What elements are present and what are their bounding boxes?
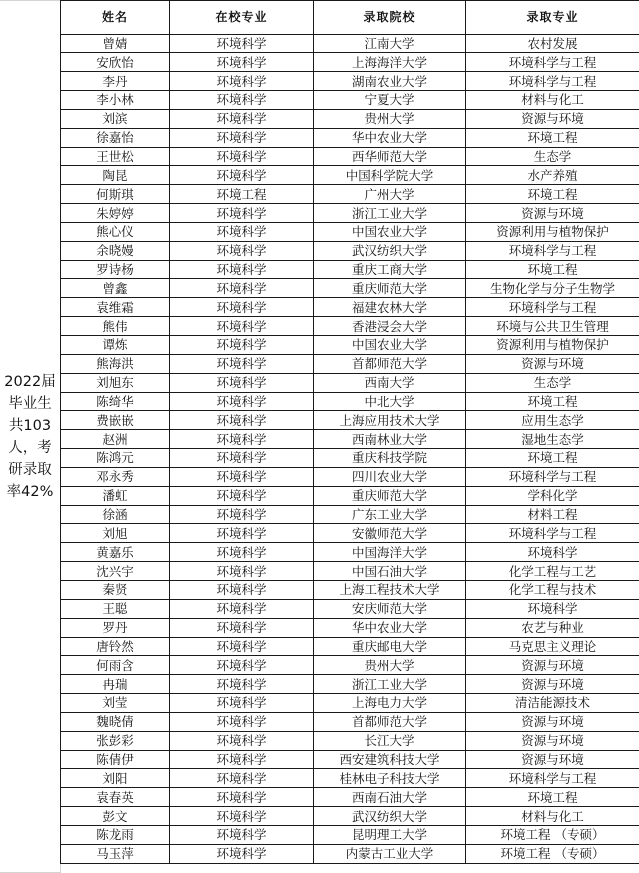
cell-admitted-school: 安徽师范大学 xyxy=(314,524,466,543)
cell-admitted-school: 首都师范大学 xyxy=(314,712,466,731)
cell-current-major: 环境科学 xyxy=(170,430,314,449)
table-row xyxy=(61,769,639,788)
cell-current-major: 环境科学 xyxy=(170,599,314,618)
table-row xyxy=(61,430,639,449)
cell-name: 罗诗杨 xyxy=(61,260,170,279)
cell-current-major: 环境科学 xyxy=(170,317,314,336)
cell-current-major: 环境科学 xyxy=(170,788,314,807)
cell-admitted-school: 宁夏大学 xyxy=(314,91,466,110)
cell-name: 谭炼 xyxy=(61,336,170,355)
cell-admitted-school: 上海工程技术大学 xyxy=(314,580,466,599)
cell-current-major: 环境科学 xyxy=(170,618,314,637)
admission-table xyxy=(60,0,639,864)
cell-admitted-school: 香港浸会大学 xyxy=(314,317,466,336)
cell-current-major: 环境科学 xyxy=(170,505,314,524)
cell-name: 刘滨 xyxy=(61,109,170,128)
cell-admitted-major: 环境工程 （专硕） xyxy=(466,844,639,863)
table-row xyxy=(61,844,639,863)
table-row xyxy=(61,222,639,241)
cell-admitted-school: 华中农业大学 xyxy=(314,618,466,637)
cell-current-major: 环境科学 xyxy=(170,675,314,694)
table-row xyxy=(61,656,639,675)
cell-current-major: 环境科学 xyxy=(170,222,314,241)
cell-admitted-major: 资源与环境 xyxy=(466,204,639,223)
table-row xyxy=(61,580,639,599)
cell-name: 邓永秀 xyxy=(61,467,170,486)
cell-admitted-school: 桂林电子科技大学 xyxy=(314,769,466,788)
table-row xyxy=(61,128,639,147)
header-admitted-major: 录取专业 xyxy=(466,1,639,35)
cell-admitted-school: 武汉纺织大学 xyxy=(314,241,466,260)
cell-admitted-major: 资源与环境 xyxy=(466,750,639,769)
cell-name: 王聪 xyxy=(61,599,170,618)
cell-name: 张彭彩 xyxy=(61,731,170,750)
cell-current-major: 环境科学 xyxy=(170,524,314,543)
cell-name: 冉瑞 xyxy=(61,675,170,694)
cell-name: 陶昆 xyxy=(61,166,170,185)
cell-current-major: 环境科学 xyxy=(170,825,314,844)
cell-admitted-major: 应用生态学 xyxy=(466,411,639,430)
table-row xyxy=(61,524,639,543)
cell-admitted-school: 重庆师范大学 xyxy=(314,486,466,505)
cell-admitted-major: 生物化学与分子生物学 xyxy=(466,279,639,298)
cell-admitted-major: 材料与化工 xyxy=(466,807,639,826)
table-row xyxy=(61,712,639,731)
cell-current-major: 环境科学 xyxy=(170,656,314,675)
table-body xyxy=(61,34,639,863)
cell-current-major: 环境科学 xyxy=(170,354,314,373)
table-row xyxy=(61,72,639,91)
cell-current-major: 环境科学 xyxy=(170,411,314,430)
table-row xyxy=(61,298,639,317)
table-row xyxy=(61,147,639,166)
cell-name: 唐铃然 xyxy=(61,637,170,656)
cell-admitted-school: 首都师范大学 xyxy=(314,354,466,373)
table-row xyxy=(61,825,639,844)
cell-admitted-major: 环境工程 xyxy=(466,260,639,279)
cell-admitted-school: 中国海洋大学 xyxy=(314,543,466,562)
cell-current-major: 环境科学 xyxy=(170,637,314,656)
table-row xyxy=(61,354,639,373)
cell-name: 刘旭 xyxy=(61,524,170,543)
table-row xyxy=(61,185,639,204)
cell-current-major: 环境科学 xyxy=(170,109,314,128)
cell-current-major: 环境科学 xyxy=(170,241,314,260)
cell-admitted-school: 中国科学院大学 xyxy=(314,166,466,185)
cell-admitted-major: 马克思主义理论 xyxy=(466,637,639,656)
cell-admitted-school: 贵州大学 xyxy=(314,656,466,675)
cell-admitted-school: 浙江工业大学 xyxy=(314,204,466,223)
cell-admitted-school: 长江大学 xyxy=(314,731,466,750)
cell-name: 曾婧 xyxy=(61,34,170,53)
cell-name: 熊心仪 xyxy=(61,222,170,241)
cell-name: 李丹 xyxy=(61,72,170,91)
cell-current-major: 环境科学 xyxy=(170,373,314,392)
cell-name: 黄嘉乐 xyxy=(61,543,170,562)
cell-admitted-school: 上海电力大学 xyxy=(314,694,466,713)
cell-admitted-major: 化学工程与技术 xyxy=(466,580,639,599)
table-row xyxy=(61,109,639,128)
cell-admitted-school: 上海海洋大学 xyxy=(314,53,466,72)
cell-admitted-school: 昆明理工大学 xyxy=(314,825,466,844)
table-row xyxy=(61,807,639,826)
cell-current-major: 环境科学 xyxy=(170,731,314,750)
table-row xyxy=(61,750,639,769)
cell-name: 刘旭东 xyxy=(61,373,170,392)
cell-admitted-major: 资源与环境 xyxy=(466,354,639,373)
cell-name: 陈龙雨 xyxy=(61,825,170,844)
cell-admitted-major: 农村发展 xyxy=(466,34,639,53)
cell-current-major: 环境科学 xyxy=(170,467,314,486)
header-admitted-school: 录取院校 xyxy=(314,1,466,35)
cell-admitted-school: 重庆科技学院 xyxy=(314,449,466,468)
cell-current-major: 环境科学 xyxy=(170,844,314,863)
cell-current-major: 环境科学 xyxy=(170,486,314,505)
cell-admitted-school: 内蒙古工业大学 xyxy=(314,844,466,863)
cell-admitted-major: 资源与环境 xyxy=(466,109,639,128)
cell-current-major: 环境科学 xyxy=(170,449,314,468)
cell-admitted-major: 资源与环境 xyxy=(466,675,639,694)
cell-current-major: 环境科学 xyxy=(170,712,314,731)
cell-admitted-major: 环境科学 xyxy=(466,543,639,562)
cell-name: 彭文 xyxy=(61,807,170,826)
cell-admitted-major: 环境工程 （专硕） xyxy=(466,825,639,844)
cell-admitted-school: 西南林业大学 xyxy=(314,430,466,449)
cell-name: 余晓嫚 xyxy=(61,241,170,260)
cell-current-major: 环境科学 xyxy=(170,543,314,562)
table-row xyxy=(61,260,639,279)
cell-current-major: 环境科学 xyxy=(170,562,314,581)
cell-name: 熊伟 xyxy=(61,317,170,336)
cell-current-major: 环境科学 xyxy=(170,53,314,72)
table-row xyxy=(61,543,639,562)
grid-line xyxy=(0,0,60,1)
header-row xyxy=(61,1,639,35)
table-row xyxy=(61,392,639,411)
cell-name: 徐嘉怡 xyxy=(61,128,170,147)
table-row xyxy=(61,637,639,656)
cell-admitted-school: 广州大学 xyxy=(314,185,466,204)
cell-name: 费嵌嵌 xyxy=(61,411,170,430)
cell-current-major: 环境科学 xyxy=(170,260,314,279)
table-row xyxy=(61,373,639,392)
cell-admitted-major: 环境工程 xyxy=(466,788,639,807)
table-row xyxy=(61,675,639,694)
cell-current-major: 环境科学 xyxy=(170,279,314,298)
cell-admitted-school: 安庆师范大学 xyxy=(314,599,466,618)
cell-admitted-school: 福建农林大学 xyxy=(314,298,466,317)
cell-current-major: 环境科学 xyxy=(170,204,314,223)
cell-admitted-school: 湖南农业大学 xyxy=(314,72,466,91)
cell-name: 袁春英 xyxy=(61,788,170,807)
table-row xyxy=(61,91,639,110)
cell-admitted-major: 环境科学与工程 xyxy=(466,467,639,486)
cell-admitted-major: 资源与环境 xyxy=(466,731,639,750)
table-row xyxy=(61,34,639,53)
cell-admitted-major: 环境工程 xyxy=(466,185,639,204)
cell-name: 沈兴宇 xyxy=(61,562,170,581)
cell-name: 罗丹 xyxy=(61,618,170,637)
cell-admitted-school: 西安建筑科技大学 xyxy=(314,750,466,769)
cell-name: 陈绮华 xyxy=(61,392,170,411)
table-row xyxy=(61,788,639,807)
cell-admitted-major: 环境科学与工程 xyxy=(466,298,639,317)
cell-name: 熊海洪 xyxy=(61,354,170,373)
cell-admitted-major: 清洁能源技术 xyxy=(466,694,639,713)
cell-name: 刘莹 xyxy=(61,694,170,713)
cell-admitted-school: 广东工业大学 xyxy=(314,505,466,524)
cell-admitted-school: 中国农业大学 xyxy=(314,222,466,241)
cell-name: 安欣怡 xyxy=(61,53,170,72)
cell-name: 陈鸿元 xyxy=(61,449,170,468)
table-row xyxy=(61,53,639,72)
cell-current-major: 环境科学 xyxy=(170,392,314,411)
cell-name: 刘阳 xyxy=(61,769,170,788)
cell-admitted-major: 资源与环境 xyxy=(466,712,639,731)
cell-admitted-major: 环境工程 xyxy=(466,392,639,411)
cell-current-major: 环境工程 xyxy=(170,185,314,204)
cell-admitted-major: 化学工程与工艺 xyxy=(466,562,639,581)
table-row xyxy=(61,467,639,486)
table-row xyxy=(61,166,639,185)
cell-admitted-school: 贵州大学 xyxy=(314,109,466,128)
table-row xyxy=(61,694,639,713)
cell-admitted-school: 中北大学 xyxy=(314,392,466,411)
table-row xyxy=(61,279,639,298)
cell-admitted-school: 浙江工业大学 xyxy=(314,675,466,694)
cell-admitted-school: 西南大学 xyxy=(314,373,466,392)
cell-name: 王世松 xyxy=(61,147,170,166)
table-row xyxy=(61,599,639,618)
cell-current-major: 环境科学 xyxy=(170,147,314,166)
cell-admitted-major: 水产养殖 xyxy=(466,166,639,185)
table-row xyxy=(61,618,639,637)
cell-name: 赵洲 xyxy=(61,430,170,449)
cell-name: 李小林 xyxy=(61,91,170,110)
cell-admitted-major: 材料工程 xyxy=(466,505,639,524)
cell-name: 何斯琪 xyxy=(61,185,170,204)
table-row xyxy=(61,336,639,355)
cell-admitted-major: 学科化学 xyxy=(466,486,639,505)
table-row xyxy=(61,204,639,223)
cell-name: 陈倩伊 xyxy=(61,750,170,769)
cell-current-major: 环境科学 xyxy=(170,128,314,147)
cell-admitted-major: 环境科学与工程 xyxy=(466,72,639,91)
cell-admitted-school: 西华师范大学 xyxy=(314,147,466,166)
cell-name: 朱婷婷 xyxy=(61,204,170,223)
cell-current-major: 环境科学 xyxy=(170,694,314,713)
cell-admitted-school: 四川农业大学 xyxy=(314,467,466,486)
cell-admitted-major: 资源利用与植物保护 xyxy=(466,336,639,355)
cell-name: 马玉萍 xyxy=(61,844,170,863)
cell-name: 秦贤 xyxy=(61,580,170,599)
side-note-text: 2022届毕业生共103人，考研录取率42% xyxy=(4,373,56,500)
header-current-major: 在校专业 xyxy=(170,1,314,35)
cell-admitted-major: 农艺与种业 xyxy=(466,618,639,637)
cell-current-major: 环境科学 xyxy=(170,336,314,355)
cell-admitted-major: 资源利用与植物保护 xyxy=(466,222,639,241)
cell-admitted-major: 环境科学 xyxy=(466,599,639,618)
cell-name: 潘虹 xyxy=(61,486,170,505)
cell-admitted-major: 生态学 xyxy=(466,147,639,166)
cell-admitted-major: 资源与环境 xyxy=(466,656,639,675)
table-row xyxy=(61,241,639,260)
cell-admitted-school: 重庆工商大学 xyxy=(314,260,466,279)
table-row xyxy=(61,562,639,581)
cell-current-major: 环境科学 xyxy=(170,166,314,185)
cell-admitted-school: 中国农业大学 xyxy=(314,336,466,355)
cell-admitted-major: 环境工程 xyxy=(466,449,639,468)
table-row xyxy=(61,449,639,468)
cell-current-major: 环境科学 xyxy=(170,72,314,91)
cell-name: 何雨含 xyxy=(61,656,170,675)
cell-admitted-major: 湿地生态学 xyxy=(466,430,639,449)
side-note-cell xyxy=(0,0,61,873)
cell-current-major: 环境科学 xyxy=(170,34,314,53)
cell-admitted-school: 重庆师范大学 xyxy=(314,279,466,298)
table-row xyxy=(61,486,639,505)
table-row xyxy=(61,505,639,524)
cell-admitted-school: 重庆邮电大学 xyxy=(314,637,466,656)
cell-admitted-major: 环境科学与工程 xyxy=(466,769,639,788)
cell-admitted-school: 江南大学 xyxy=(314,34,466,53)
cell-name: 袁维霜 xyxy=(61,298,170,317)
cell-admitted-school: 西南石油大学 xyxy=(314,788,466,807)
cell-admitted-school: 中国石油大学 xyxy=(314,562,466,581)
cell-admitted-school: 华中农业大学 xyxy=(314,128,466,147)
cell-admitted-school: 上海应用技术大学 xyxy=(314,411,466,430)
cell-admitted-major: 环境与公共卫生管理 xyxy=(466,317,639,336)
cell-admitted-major: 材料与化工 xyxy=(466,91,639,110)
table-row xyxy=(61,411,639,430)
cell-current-major: 环境科学 xyxy=(170,750,314,769)
header-name: 姓名 xyxy=(61,1,170,35)
table-row xyxy=(61,731,639,750)
cell-name: 徐涵 xyxy=(61,505,170,524)
cell-admitted-major: 环境工程 xyxy=(466,128,639,147)
cell-admitted-major: 生态学 xyxy=(466,373,639,392)
cell-name: 曾鑫 xyxy=(61,279,170,298)
cell-current-major: 环境科学 xyxy=(170,298,314,317)
cell-admitted-major: 环境科学与工程 xyxy=(466,524,639,543)
cell-admitted-major: 环境科学与工程 xyxy=(466,53,639,72)
cell-current-major: 环境科学 xyxy=(170,580,314,599)
cell-current-major: 环境科学 xyxy=(170,769,314,788)
table-row xyxy=(61,317,639,336)
cell-name: 魏晓倩 xyxy=(61,712,170,731)
cell-admitted-school: 武汉纺织大学 xyxy=(314,807,466,826)
cell-admitted-major: 环境科学与工程 xyxy=(466,241,639,260)
cell-current-major: 环境科学 xyxy=(170,91,314,110)
cell-current-major: 环境科学 xyxy=(170,807,314,826)
